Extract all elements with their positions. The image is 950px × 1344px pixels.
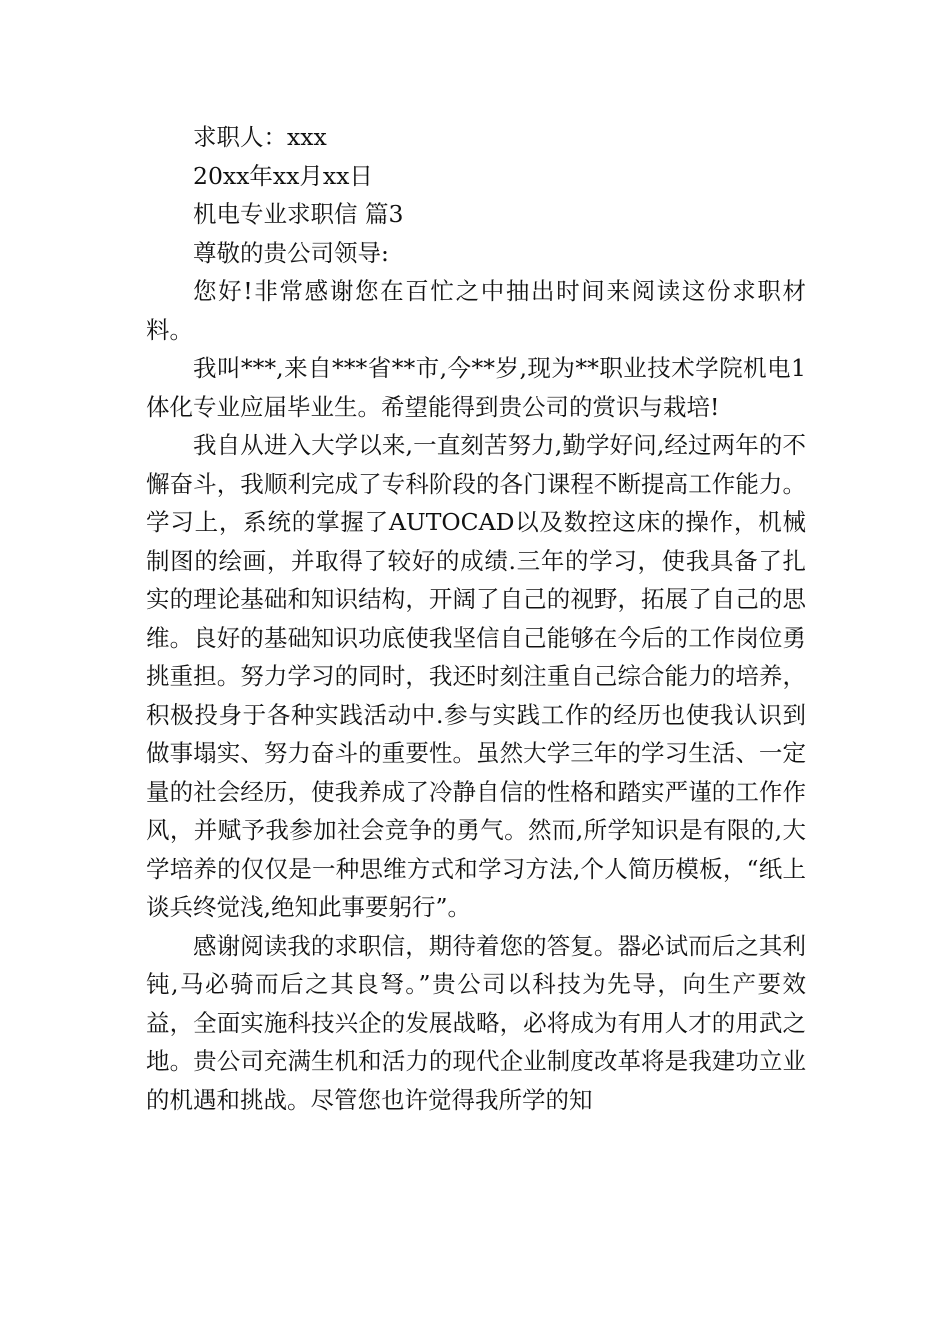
salutation: 尊敬的贵公司领导: [193, 238, 389, 267]
document-page [146, 118, 806, 1119]
body-paragraph-closing: 感谢阅读我的求职信，期待着您的答复。器必试而后之其利钝,马必骑而后之其良弩。”贵公司以科技为先导，向生产要效益，全面实施科技兴企的发展战略，必将成为有用人才的用武之地。贵公司充满生机和活力的现代企业制度改革将是我建功立业的机遇和挑战。尽管您也许觉得我所学的知 [146, 931, 806, 1114]
body-paragraph-greeting: 您好!非常感谢您在百忙之中抽出时间来阅读这份求职材料。 [146, 277, 806, 344]
section-heading: 机电专业求职信 篇3 [193, 200, 404, 228]
body-paragraph-education: 我自从进入大学以来,一直刻苦努力,勤学好问,经过两年的不懈奋斗，我顺利完成了专科阶段的各门课程不断提高工作能力。学习上，系统的掌握了AUTOCAD以及数控这床的操作，机械制图的绘画，并取得了较好的成绩.三年的学习，使我具备了扎实的理论基础和知识结构，开阔了自己的视野，拓展了自己的思维。良好的基础知识功底使我坚信自己能够在今后的工作岗位勇挑重担。努力学习的同时，我还时刻注重自己综合能力的培养，积极投身于各种实践活动中.参与实践工作的经历也使我认识到做事塌实、努力奋斗的重要性。虽然大学三年的学习生活、一定量的社会经历，使我养成了冷静自信的性格和踏实严谨的工作作风，并赋予我参加社会竞争的勇气。然而,所学知识是有限的,大学培养的仅仅是一种思维方式和学习方法,个人简历模板，“纸上谈兵终觉浅,绝知此事要躬行”。 [146, 431, 806, 921]
date-line: 20xx年xx月xx日 [193, 161, 373, 190]
applicant-label: 求职人：xxx [193, 123, 327, 151]
body-paragraph-introduction: 我叫***,来自***省**市,今**岁,现为**职业技术学院机电1体化专业应届毕业生。希望能得到贵公司的赏识与栽培! [146, 354, 806, 421]
